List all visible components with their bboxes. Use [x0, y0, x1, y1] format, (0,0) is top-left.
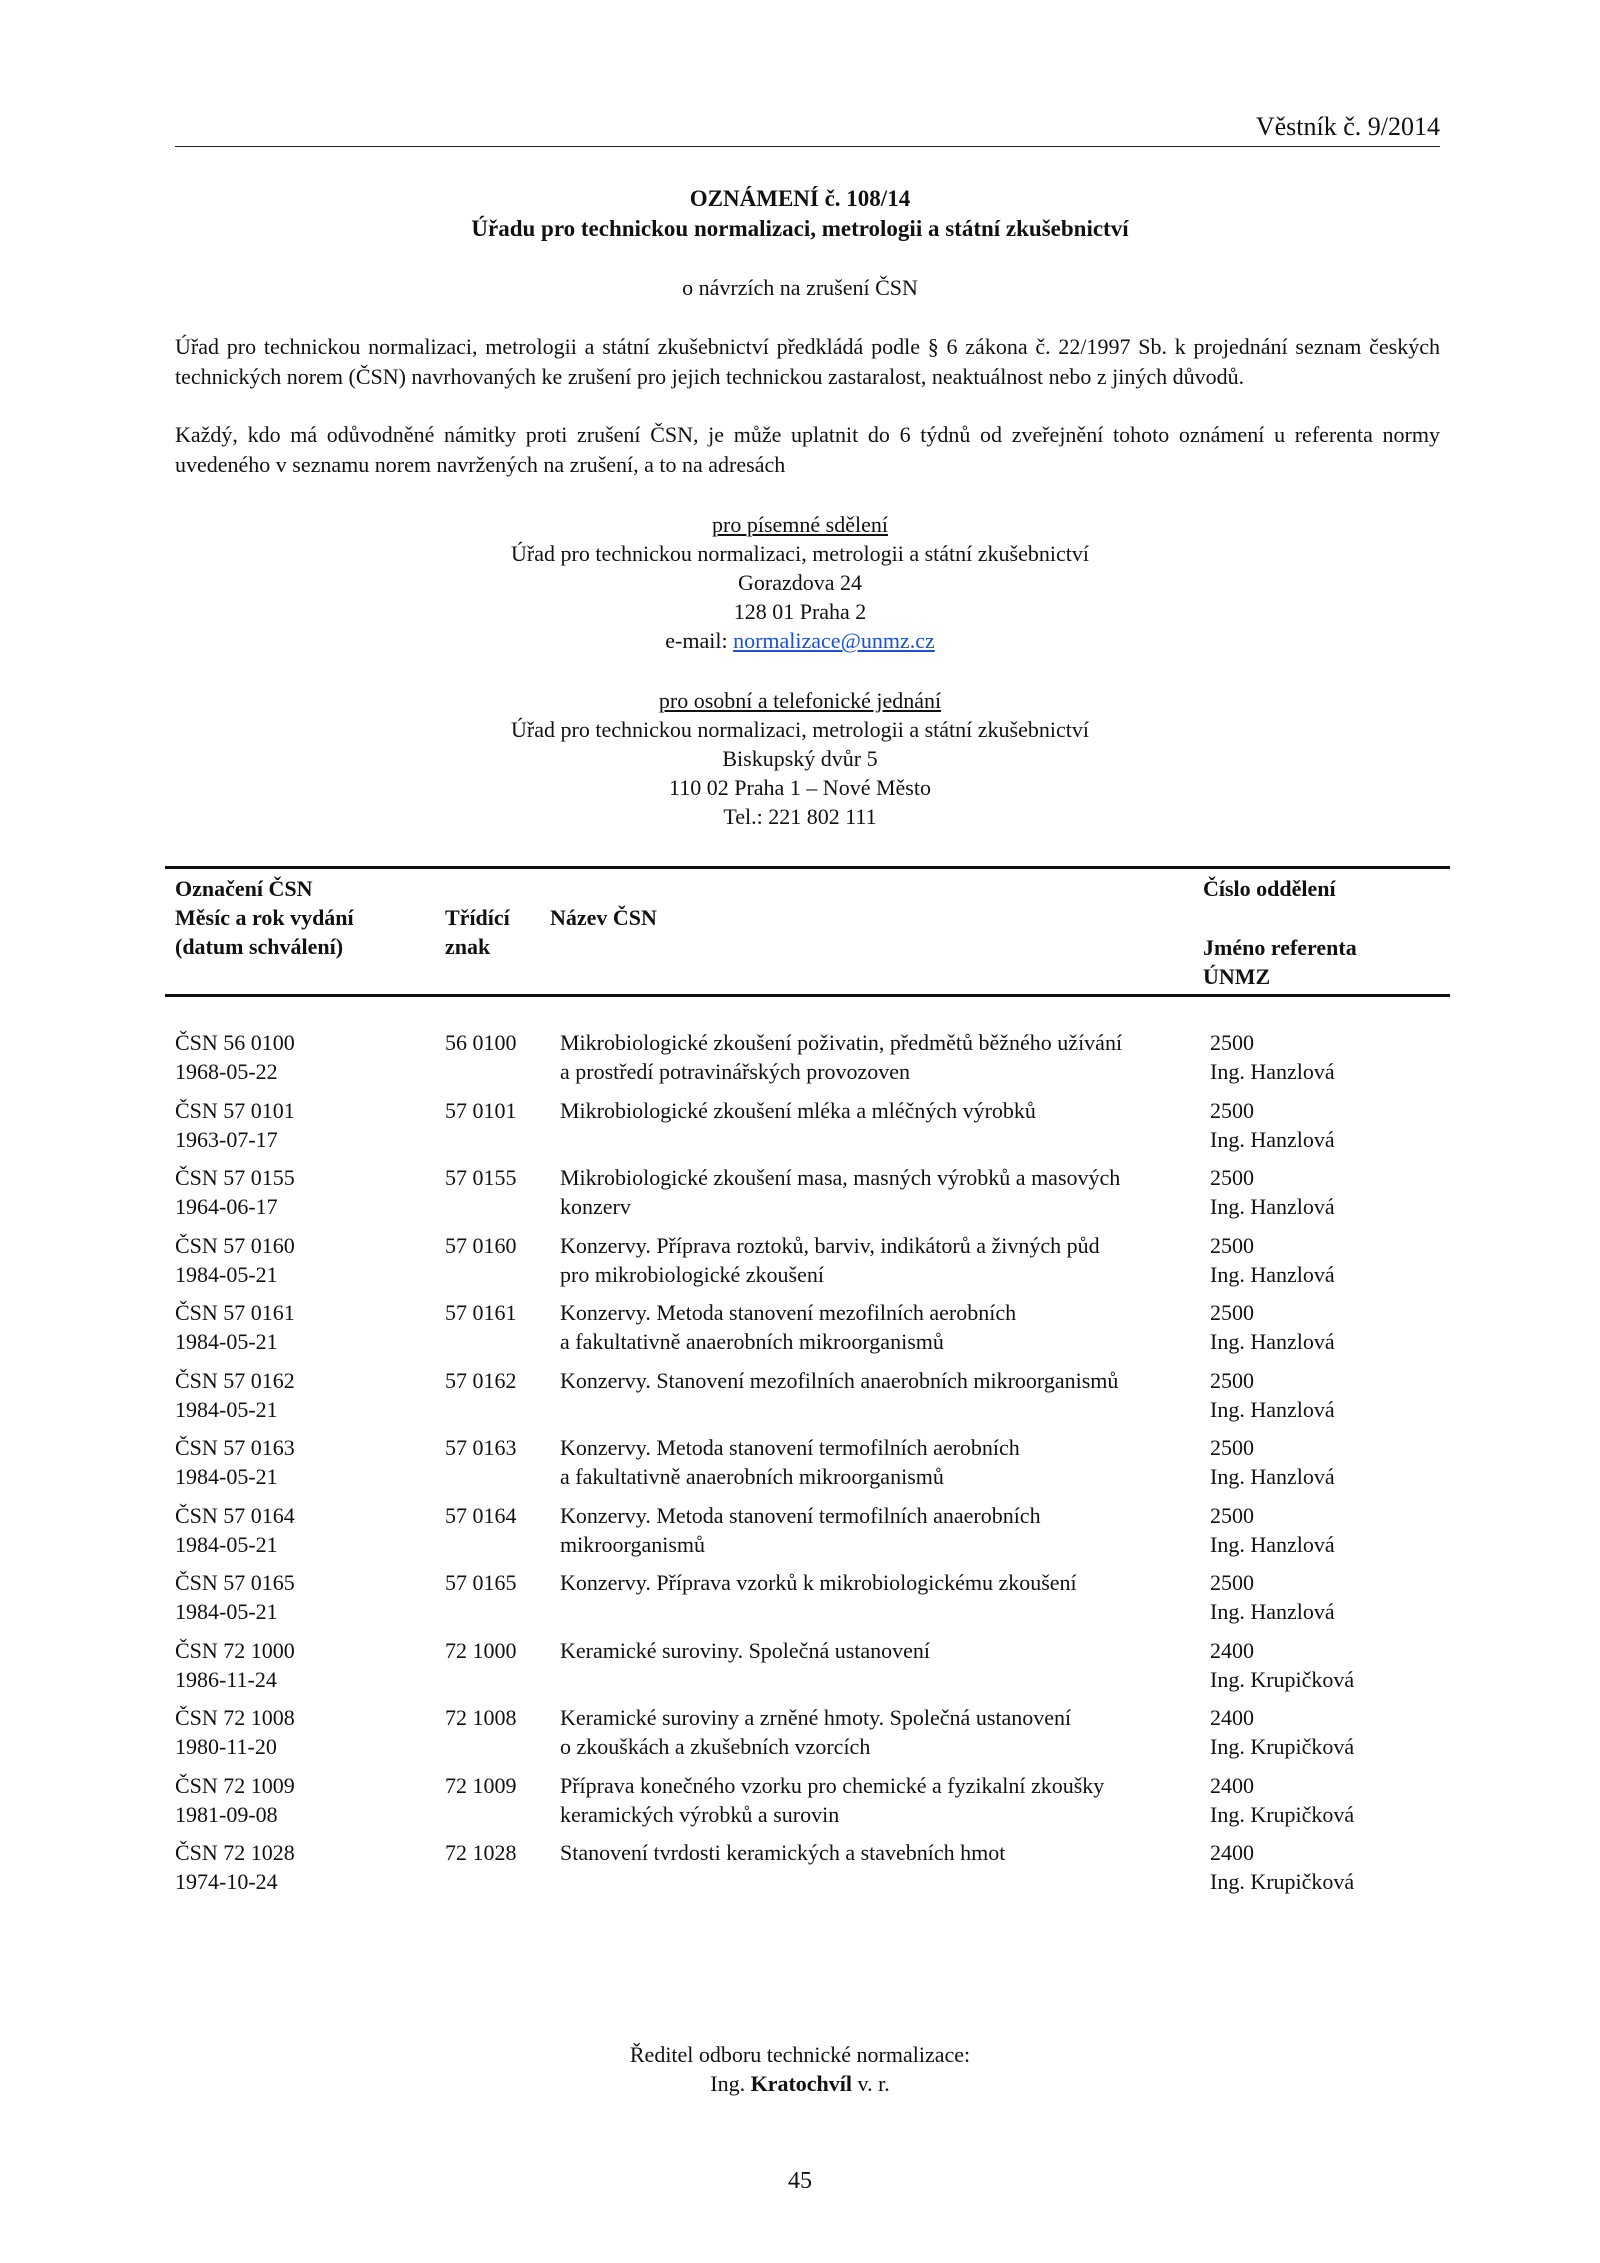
designation-cell	[175, 1028, 435, 1086]
referent-name: Ing. Hanzlová	[1210, 1531, 1335, 1557]
class-code: 72 1008	[445, 1705, 517, 1730]
standard-name-line2: a prostředí potravinářských provozoven	[560, 1059, 911, 1084]
name-cell	[560, 1636, 1190, 1665]
referent-name: Ing. Hanzlová	[1210, 1396, 1335, 1422]
class-cell	[445, 1298, 545, 1327]
name-cell	[560, 1433, 1190, 1491]
notice-title: OZNÁMENÍ č. 108/14	[689, 186, 911, 211]
class-cell	[445, 1703, 545, 1732]
signature-role: Ředitel odboru technické normalizace:	[629, 2042, 971, 2067]
address-written-email-row	[0, 626, 1600, 655]
class-code: 57 0165	[445, 1570, 517, 1595]
address-personal-city: 110 02 Praha 1 – Nové Město	[669, 775, 931, 800]
department-number: 2500	[1210, 1570, 1254, 1595]
issue-date: 1964-06-17	[175, 1194, 278, 1219]
name-cell	[560, 1568, 1190, 1597]
standard-code: ČSN 72 1000	[175, 1637, 295, 1663]
class-cell	[445, 1838, 545, 1867]
standard-code: ČSN 72 1028	[175, 1840, 295, 1865]
standard-name-line1: Konzervy. Příprava roztoků, barviv, indikátorů a živných půd	[560, 1232, 1100, 1258]
referent-cell	[1210, 1028, 1440, 1086]
standard-name-line2: mikroorganismů	[560, 1531, 706, 1557]
referent-name: Ing. Hanzlová	[1210, 1464, 1335, 1489]
standard-name-line1: Konzervy. Metoda stanovení mezofilních aerobních	[560, 1300, 1017, 1325]
referent-cell	[1210, 1838, 1440, 1896]
standard-code: ČSN 72 1009	[175, 1772, 295, 1798]
standard-name-line1: Stanovení tvrdosti keramických a stavebních hmot	[560, 1840, 1006, 1865]
class-cell	[445, 1028, 545, 1057]
header-col-dept: Číslo oddělení	[1203, 876, 1336, 901]
header-col1-line1: Označení ČSN	[175, 876, 313, 901]
referent-cell	[1210, 1568, 1440, 1626]
referent-name: Ing. Hanzlová	[1210, 1599, 1335, 1624]
signature-name: Kratochvíl	[750, 2071, 853, 2096]
class-code: 57 0160	[445, 1232, 517, 1258]
signature-prefix: Ing.	[710, 2071, 751, 2096]
table-row	[0, 1501, 1600, 1569]
issue-date: 1984-05-21	[175, 1464, 278, 1489]
class-code: 57 0161	[445, 1300, 517, 1325]
referent-cell	[1210, 1703, 1440, 1761]
standard-name-line1: Příprava konečného vzorku pro chemické a fyzikalní zkoušky	[560, 1772, 1105, 1798]
address-personal-tel: Tel.: 221 802 111	[723, 804, 877, 829]
class-cell	[445, 1636, 545, 1665]
standard-name-line1: Mikrobiologické zkoušení poživatin, předmětů běžného užívání	[560, 1030, 1123, 1055]
standard-name-line1: Mikrobiologické zkoušení mléka a mléčných výrobků	[560, 1097, 1036, 1123]
notice-subject: o návrzích na zrušení ČSN	[682, 275, 918, 300]
header-col4-line2: Jméno referenta	[1203, 935, 1357, 960]
table-row	[0, 1298, 1600, 1366]
name-cell	[560, 1096, 1190, 1125]
referent-cell	[1210, 1298, 1440, 1356]
class-cell	[445, 1096, 545, 1125]
issue-date: 1984-05-21	[175, 1396, 278, 1422]
intro-paragraph: Úřad pro technickou normalizaci, metrologii a státní zkušebnictví předkládá podle § 6 zákona č. 22/1997 Sb. k projednání seznam českých technických norem (ČSN) navrhovaných ke zrušení pro jejich technickou zastaralost, neaktuálnost nebo z jiných důvodů.	[175, 334, 1440, 389]
referent-name: Ing. Hanzlová	[1210, 1126, 1335, 1152]
issue-date: 1984-05-21	[175, 1329, 278, 1354]
table-row	[0, 1433, 1600, 1501]
department-number: 2500	[1210, 1502, 1254, 1528]
address-written-city: 128 01 Praha 2	[733, 599, 867, 624]
referent-cell	[1210, 1636, 1440, 1694]
standard-name-line2: keramických výrobků a surovin	[560, 1801, 840, 1827]
class-code: 72 1000	[445, 1637, 517, 1663]
standard-name-line1: Konzervy. Metoda stanovení termofilních aerobních	[560, 1435, 1020, 1460]
standard-name-line1: Konzervy. Stanovení mezofilních anaerobních mikroorganismů	[560, 1367, 1119, 1393]
class-code: 57 0101	[445, 1097, 517, 1123]
department-number: 2500	[1210, 1165, 1254, 1190]
referent-cell	[1210, 1771, 1440, 1829]
department-number: 2500	[1210, 1097, 1254, 1123]
department-number: 2500	[1210, 1300, 1254, 1325]
table-row	[0, 1163, 1600, 1231]
standard-name-line2: a fakultativně anaerobních mikroorganismů	[560, 1464, 944, 1489]
designation-cell	[175, 1096, 435, 1154]
class-code: 56 0100	[445, 1030, 517, 1055]
designation-cell	[175, 1703, 435, 1761]
address-personal	[0, 686, 1600, 831]
table-row	[0, 1568, 1600, 1636]
standard-name-line2: konzerv	[560, 1194, 631, 1219]
referent-cell	[1210, 1366, 1440, 1424]
issue-date: 1963-07-17	[175, 1126, 278, 1152]
referent-name: Ing. Krupičková	[1210, 1869, 1355, 1894]
department-number: 2500	[1210, 1367, 1254, 1393]
table-row	[0, 1028, 1600, 1096]
designation-cell	[175, 1298, 435, 1356]
table-row	[0, 1231, 1600, 1299]
standard-code: ČSN 56 0100	[175, 1030, 295, 1055]
name-cell	[560, 1028, 1190, 1086]
table-row	[0, 1366, 1600, 1434]
issue-date: 1968-05-22	[175, 1059, 278, 1084]
class-cell	[445, 1433, 545, 1462]
journal-issue-header: Věstník č. 9/2014	[1255, 112, 1440, 141]
email-label: e-mail:	[665, 628, 734, 653]
class-code: 57 0163	[445, 1435, 517, 1460]
department-number: 2500	[1210, 1435, 1254, 1460]
designation-cell	[175, 1838, 435, 1896]
issue-date: 1981-09-08	[175, 1801, 278, 1827]
notice-issuer: Úřadu pro technickou normalizaci, metrologii a státní zkušebnictví	[471, 216, 1129, 241]
issue-date: 1984-05-21	[175, 1531, 278, 1557]
standard-name-line2: a fakultativně anaerobních mikroorganismů	[560, 1329, 944, 1354]
table-row	[0, 1703, 1600, 1771]
standard-name-line1: Konzervy. Metoda stanovení termofilních anaerobních	[560, 1502, 1041, 1528]
name-cell	[560, 1366, 1190, 1395]
header-col-class	[445, 903, 510, 961]
referent-cell	[1210, 1501, 1440, 1559]
address-written-name: Úřad pro technickou normalizaci, metrologii a státní zkušebnictví	[511, 541, 1089, 566]
issue-date: 1980-11-20	[175, 1734, 277, 1759]
address-personal-heading: pro osobní a telefonické jednání	[658, 688, 942, 713]
referent-name: Ing. Hanzlová	[1210, 1194, 1335, 1219]
header-col-designation	[175, 874, 354, 961]
class-code: 57 0155	[445, 1165, 517, 1190]
department-number: 2500	[1210, 1232, 1254, 1258]
table-row	[0, 1838, 1600, 1906]
name-cell	[560, 1771, 1190, 1829]
signature-block	[0, 2040, 1600, 2098]
department-number: 2400	[1210, 1705, 1254, 1730]
issue-date: 1986-11-24	[175, 1666, 277, 1692]
standard-code: ČSN 57 0155	[175, 1165, 295, 1190]
referent-name: Ing. Hanzlová	[1210, 1059, 1335, 1084]
class-cell	[445, 1568, 545, 1597]
department-number: 2500	[1210, 1030, 1254, 1055]
department-number: 2400	[1210, 1840, 1254, 1865]
standard-code: ČSN 57 0160	[175, 1232, 295, 1258]
standard-name-line1: Konzervy. Příprava vzorků k mikrobiologickému zkoušení	[560, 1570, 1077, 1595]
class-code: 57 0164	[445, 1502, 517, 1528]
address-personal-name: Úřad pro technickou normalizaci, metrologii a státní zkušebnictví	[511, 717, 1089, 742]
referent-name: Ing. Krupičková	[1210, 1801, 1355, 1827]
referent-name: Ing. Hanzlová	[1210, 1261, 1335, 1287]
referent-cell	[1210, 1433, 1440, 1491]
header-col2-line1: Třídící	[445, 905, 510, 930]
standard-code: ČSN 57 0101	[175, 1097, 295, 1123]
address-written-heading: pro písemné sdělení	[712, 512, 888, 537]
standard-code: ČSN 72 1008	[175, 1705, 295, 1730]
standard-code: ČSN 57 0162	[175, 1367, 295, 1393]
designation-cell	[175, 1771, 435, 1829]
class-cell	[445, 1771, 545, 1800]
referent-cell	[1210, 1163, 1440, 1221]
table-top-rule	[165, 866, 1450, 869]
standard-code: ČSN 57 0163	[175, 1435, 295, 1460]
standard-code: ČSN 57 0165	[175, 1570, 295, 1595]
table-row	[0, 1636, 1600, 1704]
page-number: 45	[788, 2168, 812, 2194]
address-written-street: Gorazdova 24	[737, 570, 862, 595]
name-cell	[560, 1703, 1190, 1761]
class-code: 72 1028	[445, 1840, 517, 1865]
table-row	[0, 1096, 1600, 1164]
standard-name-line1: Keramické suroviny a zrněné hmoty. Společná ustanovení	[560, 1705, 1072, 1730]
issue-date: 1974-10-24	[175, 1869, 278, 1894]
objection-paragraph: Každý, kdo má odůvodněné námitky proti zrušení ČSN, je může uplatnit do 6 týdnů od zveřejnění tohoto oznámení u referenta normy uvedeného v seznamu norem navržených na zrušení, a to na adresách	[175, 422, 1440, 477]
class-cell	[445, 1231, 545, 1260]
table-header-rule	[165, 994, 1450, 997]
referent-cell	[1210, 1096, 1440, 1154]
designation-cell	[175, 1433, 435, 1491]
designation-cell	[175, 1568, 435, 1626]
header-col1-line3: (datum schválení)	[175, 934, 344, 959]
issue-date: 1984-05-21	[175, 1599, 278, 1624]
name-cell	[560, 1163, 1190, 1221]
table-row	[0, 1771, 1600, 1839]
referent-name: Ing. Hanzlová	[1210, 1329, 1335, 1354]
header-col1-line2: Měsíc a rok vydání	[175, 905, 354, 930]
standard-name-line2: pro mikrobiologické zkoušení	[560, 1261, 824, 1287]
standard-name-line2: o zkouškách a zkušebních vzorcích	[560, 1734, 871, 1759]
standard-name-line1: Mikrobiologické zkoušení masa, masných výrobků a masových	[560, 1165, 1121, 1190]
issue-date: 1984-05-21	[175, 1261, 278, 1287]
address-written	[0, 510, 1600, 655]
referent-name: Ing. Krupičková	[1210, 1734, 1355, 1759]
header-col2-line2: znak	[445, 934, 491, 959]
class-cell	[445, 1366, 545, 1395]
header-col-referent	[1203, 933, 1357, 991]
designation-cell	[175, 1366, 435, 1424]
designation-cell	[175, 1636, 435, 1694]
class-code: 72 1009	[445, 1772, 517, 1798]
header-col4-line3: ÚNMZ	[1203, 964, 1271, 989]
standard-name-line1: Keramické suroviny. Společná ustanovení	[560, 1637, 931, 1663]
email-link[interactable]: normalizace@unmz.cz	[733, 628, 935, 653]
address-personal-street: Biskupský dvůr 5	[722, 746, 878, 771]
referent-cell	[1210, 1231, 1440, 1289]
department-number: 2400	[1210, 1637, 1254, 1663]
designation-cell	[175, 1163, 435, 1221]
signature-name-row	[0, 2069, 1600, 2098]
header-col-name: Název ČSN	[550, 905, 657, 930]
signature-suffix: v. r.	[852, 2071, 890, 2096]
name-cell	[560, 1501, 1190, 1559]
name-cell	[560, 1231, 1190, 1289]
standard-code: ČSN 57 0164	[175, 1502, 295, 1528]
department-number: 2400	[1210, 1772, 1254, 1798]
class-code: 57 0162	[445, 1367, 517, 1393]
referent-name: Ing. Krupičková	[1210, 1666, 1355, 1692]
class-cell	[445, 1501, 545, 1530]
designation-cell	[175, 1231, 435, 1289]
designation-cell	[175, 1501, 435, 1559]
header-divider	[175, 146, 1440, 147]
name-cell	[560, 1838, 1190, 1867]
class-cell	[445, 1163, 545, 1192]
name-cell	[560, 1298, 1190, 1356]
standard-code: ČSN 57 0161	[175, 1300, 295, 1325]
